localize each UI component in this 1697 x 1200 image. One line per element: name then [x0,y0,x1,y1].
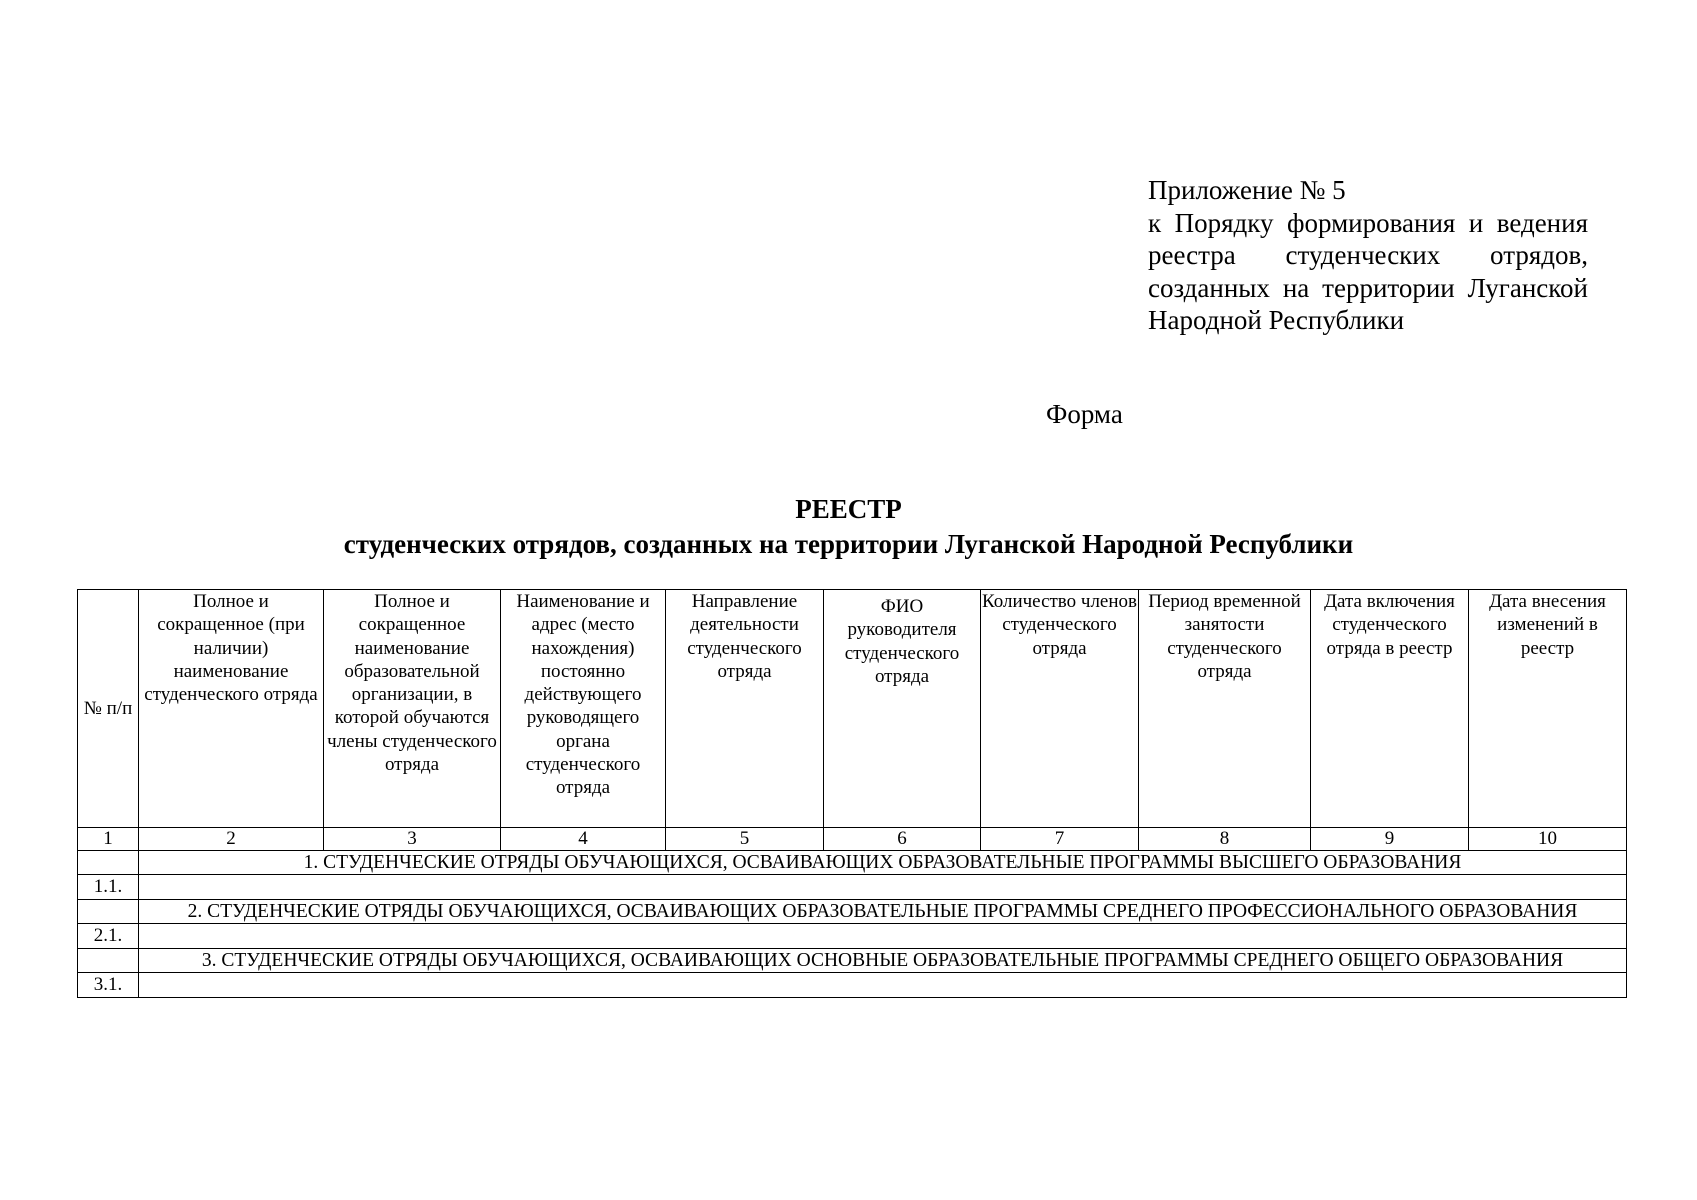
section-number-cell [78,851,139,875]
column-number: 3 [324,828,501,851]
appendix-number: Приложение № 5 [1148,175,1346,205]
appendix-reference-line: реестра студенческих отрядов, [1148,240,1588,270]
document-subtitle: студенческих отрядов, созданных на территории Луганской Народной Республики [343,529,1354,559]
item-content-cell [139,875,1627,900]
column-header-number: № п/п [78,590,139,828]
column-header-unit-name: Полное и сокращенное (при наличии) наименование студенческого отряда [139,590,324,828]
column-number: 2 [139,828,324,851]
column-header-member-count: Количество членов студенческого отряда [981,590,1139,828]
registry-table [77,589,1627,998]
column-number: 10 [1469,828,1627,851]
section-row [78,949,1627,973]
section-row [78,851,1627,875]
column-number-row [78,828,1627,851]
table-row [78,875,1627,900]
appendix-reference-line: созданных на территории Луганской [1148,272,1588,303]
column-header-leader: ФИО руководителя студенческого отряда [824,590,981,828]
item-content-cell [139,924,1627,949]
section-title: 1. СТУДЕНЧЕСКИЕ ОТРЯДЫ ОБУЧАЮЩИХСЯ, ОСВАИВАЮЩИХ ОБРАЗОВАТЕЛЬНЫЕ ПРОГРАММЫ ВЫСШЕГО ОБРАЗОВАНИЯ [139,851,1627,875]
column-number: 5 [666,828,824,851]
column-header-organization: Полное и сокращенное наименование образовательной организации, в которой обучаются члены студенческого отряда [324,590,501,828]
column-header-governing-body: Наименование и адрес (место нахождения) постоянно действующего руководящего органа студенческого отряда [501,590,666,828]
column-number: 6 [824,828,981,851]
appendix-reference-line: Народной Республики [1148,305,1405,335]
appendix-block [1148,174,1588,337]
table-header-row [78,590,1627,828]
table-row [78,924,1627,949]
item-number: 2.1. [78,924,139,949]
column-number: 4 [501,828,666,851]
column-number: 1 [78,828,139,851]
section-number-cell [78,900,139,924]
table-row [78,973,1627,998]
column-number: 7 [981,828,1139,851]
section-number-cell [78,949,139,973]
appendix-reference-line: к Порядку формирования и ведения [1148,207,1588,238]
column-header-change-date: Дата внесения изменений в реестр [1469,590,1627,828]
section-title: 2. СТУДЕНЧЕСКИЕ ОТРЯДЫ ОБУЧАЮЩИХСЯ, ОСВАИВАЮЩИХ ОБРАЗОВАТЕЛЬНЫЕ ПРОГРАММЫ СРЕДНЕГО ПРОФЕССИОНАЛЬНОГО ОБРАЗОВАНИЯ [139,900,1627,924]
item-number: 3.1. [78,973,139,998]
document-title: РЕЕСТР [795,494,902,524]
section-title: 3. СТУДЕНЧЕСКИЕ ОТРЯДЫ ОБУЧАЮЩИХСЯ, ОСВАИВАЮЩИХ ОСНОВНЫЕ ОБРАЗОВАТЕЛЬНЫЕ ПРОГРАММЫ СРЕДНЕГО ОБЩЕГО ОБРАЗОВАНИЯ [139,949,1627,973]
form-label: Форма [1046,399,1123,429]
column-number: 8 [1139,828,1311,851]
column-header-employment-period: Период временной занятости студенческого отряда [1139,590,1311,828]
column-number: 9 [1311,828,1469,851]
item-number: 1.1. [78,875,139,900]
item-content-cell [139,973,1627,998]
column-header-activity: Направление деятельности студенческого отряда [666,590,824,828]
section-row [78,900,1627,924]
column-header-inclusion-date: Дата включения студенческого отряда в реестр [1311,590,1469,828]
